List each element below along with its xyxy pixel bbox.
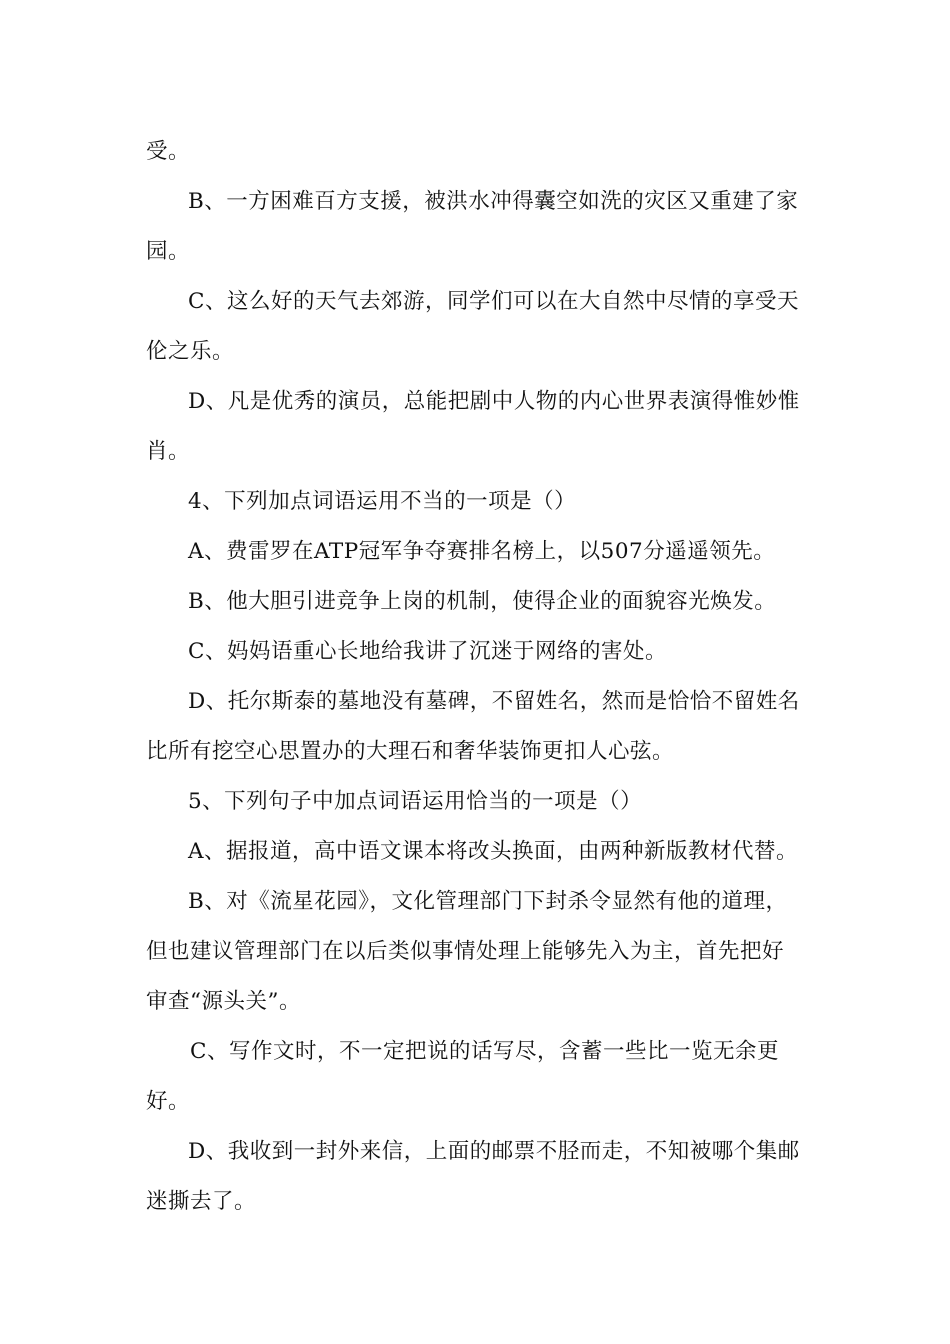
- text-line: 伦之乐。: [146, 339, 235, 364]
- option-b-line: B、一方困难百方支援，被洪水冲得囊空如洗的灾区又重建了家: [188, 189, 799, 214]
- text-line: 迷撕去了。: [146, 1189, 257, 1214]
- option-b-line: B、他大胆引进竞争上岗的机制，使得企业的面貌容光焕发。: [188, 589, 777, 614]
- option-a-line: A、据报道，高中语文课本将改头换面，由两种新版教材代替。: [188, 839, 799, 864]
- text-line: 但也建议管理部门在以后类似事情处理上能够先入为主，首先把好: [146, 939, 785, 964]
- question-4: 4、下列加点词语运用不当的一项是（）: [188, 489, 577, 514]
- question-5: 5、下列句子中加点词语运用恰当的一项是（）: [188, 789, 643, 814]
- text-line: 园。: [146, 239, 191, 264]
- option-a-line: A、费雷罗在ATP冠军争夺赛排名榜上，以507分遥遥领先。: [188, 539, 776, 564]
- option-d-line: D、我收到一封外来信，上面的邮票不胫而走，不知被哪个集邮: [188, 1139, 800, 1164]
- text-line: 好。: [146, 1089, 191, 1114]
- option-d-line: D、凡是优秀的演员，总能把剧中人物的内心世界表演得惟妙惟: [188, 389, 800, 414]
- text-line: 审查“源头关”。: [146, 989, 301, 1014]
- option-c-line: C、这么好的天气去郊游，同学们可以在大自然中尽情的享受天: [188, 289, 799, 314]
- option-d-line: D、托尔斯泰的墓地没有墓碑，不留姓名，然而是恰恰不留姓名: [188, 689, 800, 714]
- option-c-line: C、妈妈语重心长地给我讲了沉迷于网络的害处。: [188, 639, 667, 664]
- text-line: 比所有挖空心思置办的大理石和奢华装饰更扣人心弦。: [146, 739, 675, 764]
- option-c-line: C、写作文时，不一定把说的话写尽，含蓄一些比一览无余更: [190, 1039, 779, 1064]
- option-b-line: B、对《流星花园》，文化管理部门下封杀令显然有他的道理，: [188, 889, 788, 914]
- text-line: 受。: [146, 139, 191, 164]
- text-line: 肖。: [146, 439, 191, 464]
